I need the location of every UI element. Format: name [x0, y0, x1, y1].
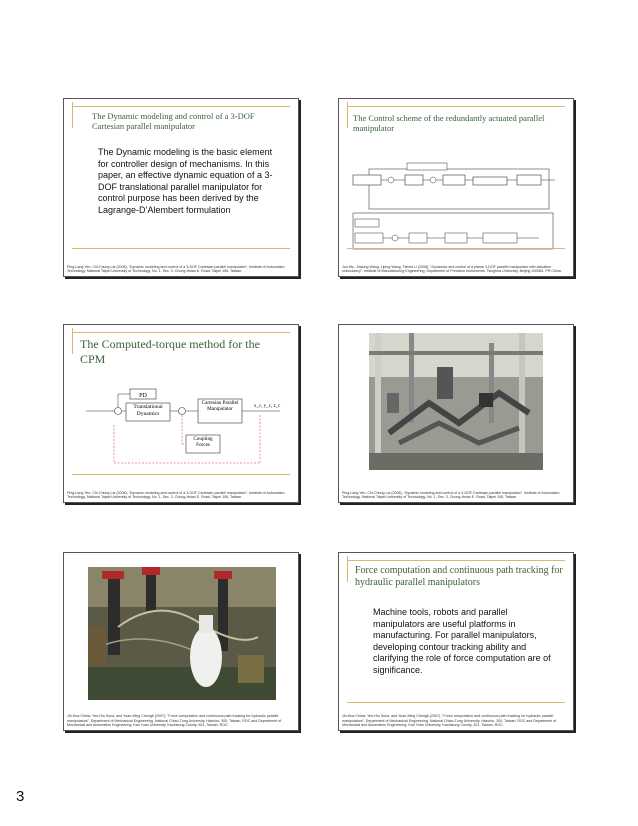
slide-left-rule — [72, 102, 73, 128]
slide-citation: Jun Wu, Jinsong Wang, Liping Wang, Tiemin Li (2008),” Dynamics and control of a planar 3-DOF parallel manipulator with actuation redundancy”, Institute of Manufacturing Engineering, Department of Precision Instruments, Tsinghua University, Beijing 100084, PR China. — [342, 264, 562, 274]
cartesian-manipulator-photo — [369, 333, 543, 470]
slide-title: Force computation and continuous path tracking for hydraulic parallel manipulators — [355, 565, 563, 588]
slide-citation: Ping-Lang Yen, Chi-Chung Lai (2008), “Dynamic modeling and control of a 3-DOF Cartesian parallel manipulator”, Institute of Automation Technology, National Taipei University of Technology, No. 1, Sec. 3, Chung-Hsiao E. Road, Taipei 106, Taiwan. — [342, 490, 560, 500]
slide-top-rule — [72, 332, 290, 333]
slide-title: The Computed-torque method for the CPM — [80, 337, 260, 366]
slide-top-rule — [72, 106, 290, 107]
slide-2 — [338, 98, 574, 277]
slide-bottom-rule — [72, 248, 290, 249]
slide-top-rule — [347, 560, 565, 561]
translational-dynamics-label: Translational Dynamics — [133, 404, 163, 417]
slide-body: Machine tools, robots and parallel manipulators are useful platforms in manufacturing. For parallel manipulators, developing contour tracking ability and clarifying the role of force computation are of significance. — [373, 607, 551, 675]
output-label: x_c, y_c, z_c — [254, 404, 281, 409]
slide-5 — [63, 552, 299, 731]
slide-title: The Control scheme of the redundantly actuated parallel manipulator — [353, 113, 545, 133]
slide-left-rule — [347, 556, 348, 582]
slide-1 — [63, 98, 299, 277]
slide-4 — [338, 324, 574, 503]
slide-left-rule — [347, 102, 348, 128]
slide-title: The Dynamic modeling and control of a 3-DOF Cartesian parallel manipulator — [92, 111, 255, 131]
cpm-label: Cartesian Parallel Manipulator — [201, 400, 239, 412]
slide-bottom-rule — [347, 702, 565, 703]
slide-citation: Ping-Lang Yen, Chi-Chung Lai (2008), “Dynamic modeling and control of a 3-DOF Cartesian parallel manipulator”, Institute of Automation Technology, National Taipei University of Technology, No. 1, Sec. 3, Chung-Hsiao E. Road, Taipei 106, Taiwan. — [67, 264, 285, 274]
slide-3 — [63, 324, 299, 503]
slide-citation: Jih-Hua Chinw, Yen-Hiu Suna, and Yuan-Ming Chengb (2007),” Force computation and continuous path tracking for hydraulic parallel manipulators”, Department of Mechanical Engineering, National Chiao-Tung University, Hsinchu, 300, Taiwan, ROC and Department of Mechanical and Automation Engineering, Kao Yuan University, Kaohsiung County, 821, Taiwan, ROC. — [67, 714, 282, 728]
computed-torque-diagram — [84, 385, 284, 471]
slide-bottom-rule — [347, 248, 565, 249]
control-scheme-diagram — [349, 155, 557, 251]
slide-6 — [338, 552, 574, 731]
slide-bottom-rule — [72, 474, 290, 475]
pd-label: PD — [139, 393, 147, 399]
hydraulic-manipulator-photo — [88, 567, 276, 700]
coupling-forces-label: Coupling Forces — [193, 436, 213, 448]
slide-top-rule — [347, 106, 565, 107]
slide-body: The Dynamic modeling is the basic element for controller design of mechanisms. In this paper, an effective dynamic equation of a 3-DOF translational parallel manipulator for control purpose has been derived by the Lagrange-D’Alembert formulation — [98, 147, 273, 215]
slide-citation: Jih-Hua Chinw, Yen-Hiu Suna, and Yuan-Ming Chengb (2007),” Force computation and continuous path tracking for hydraulic parallel manipulators”, Department of Mechanical Engineering, National Chiao-Tung University, Hsinchu, 300, Taiwan, ROC and Department of Mechanical and Automation Engineering, Kao Yuan University, Kaohsiung County, 821, Taiwan, ROC. — [342, 714, 557, 728]
page-number: 3 — [16, 788, 25, 805]
slide-citation: Ping-Lang Yen, Chi-Chung Lai (2008), “Dynamic modeling and control of a 3-DOF Cartesian parallel manipulator”, Institute of Automation Technology, National Taipei University of Technology, No. 1, Sec. 3, Chung-Hsiao E. Road, Taipei 106, Taiwan. — [67, 490, 285, 500]
slide-left-rule — [72, 328, 73, 354]
